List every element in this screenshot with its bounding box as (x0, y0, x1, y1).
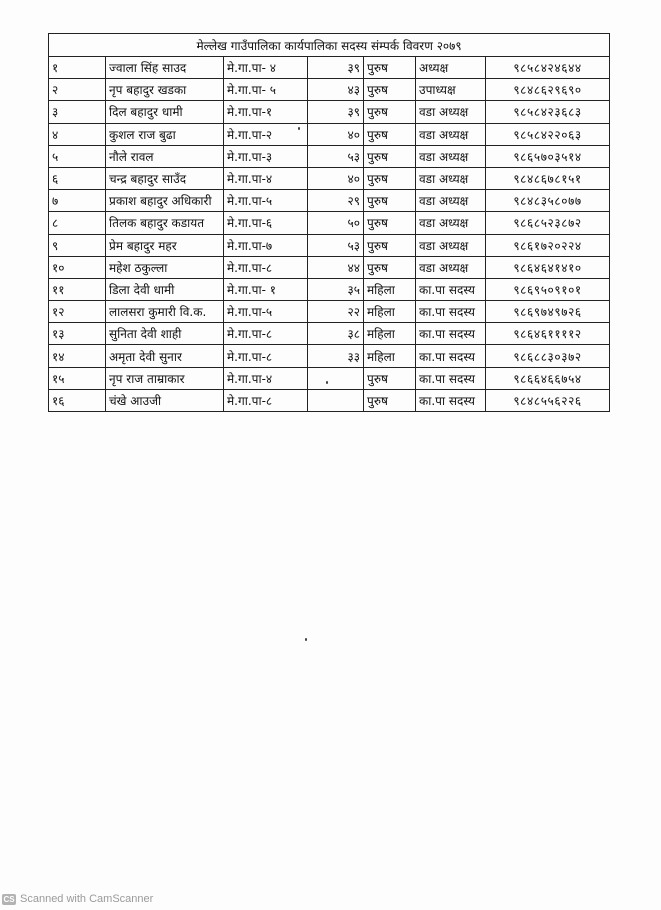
phone-cell: ९८६८५२३८७२ (486, 212, 610, 234)
gender-cell: पुरुष (364, 389, 416, 411)
age-cell: २२ (308, 301, 364, 323)
post-cell: वडा अध्यक्ष (416, 167, 486, 189)
ward-cell: मे.गा.पा-८ (224, 256, 308, 278)
member-name-cell: महेश ठकुल्ला (106, 256, 224, 278)
gender-cell: महिला (364, 301, 416, 323)
table-row (49, 323, 610, 345)
phone-cell: ९८६४६११११२ (486, 323, 610, 345)
phone-cell: ९८५८४२२०६३ (486, 123, 610, 145)
member-name-cell: प्रकाश बहादुर अधिकारी (106, 190, 224, 212)
serial-number-cell: १० (49, 256, 106, 278)
ward-cell: मे.गा.पा-८ (224, 345, 308, 367)
gender-cell: महिला (364, 345, 416, 367)
serial-number-cell: १५ (49, 367, 106, 389)
table-title: मेल्लेख गाउँपालिका कार्यपालिका सदस्य संम्पर्क विवरण २०७९ (49, 34, 610, 57)
ward-cell: मे.गा.पा-४ (224, 367, 308, 389)
ward-cell: मे.गा.पा-८ (224, 389, 308, 411)
serial-number-cell: १४ (49, 345, 106, 367)
gender-cell: पुरुष (364, 57, 416, 79)
phone-cell: ९८६९७४९७२६ (486, 301, 610, 323)
scan-speck (305, 638, 307, 641)
gender-cell: पुरुष (364, 145, 416, 167)
post-cell: वडा अध्यक्ष (416, 256, 486, 278)
serial-number-cell: ९ (49, 234, 106, 256)
age-cell: ४४ (308, 256, 364, 278)
gender-cell: पुरुष (364, 234, 416, 256)
table-row (49, 234, 610, 256)
serial-number-cell: ११ (49, 278, 106, 300)
phone-cell: ९८५८४२४६४४ (486, 57, 610, 79)
serial-number-cell: १६ (49, 389, 106, 411)
age-cell: २९ (308, 190, 364, 212)
age-cell: ३८ (308, 323, 364, 345)
serial-number-cell: ८ (49, 212, 106, 234)
table-title-row (49, 34, 610, 57)
post-cell: वडा अध्यक्ष (416, 234, 486, 256)
post-cell: अध्यक्ष (416, 57, 486, 79)
ward-cell: मे.गा.पा-३ (224, 145, 308, 167)
phone-cell: ९८६५७०३५१४ (486, 145, 610, 167)
table-row (49, 79, 610, 101)
gender-cell: पुरुष (364, 212, 416, 234)
scan-speck (298, 127, 300, 130)
table-row (49, 190, 610, 212)
serial-number-cell: १३ (49, 323, 106, 345)
gender-cell: पुरुष (364, 256, 416, 278)
ward-cell: मे.गा.पा-४ (224, 167, 308, 189)
watermark-text: Scanned with CamScanner (20, 893, 154, 905)
table-row (49, 123, 610, 145)
serial-number-cell: २ (49, 79, 106, 101)
post-cell: का.पा सदस्य (416, 345, 486, 367)
post-cell: का.पा सदस्य (416, 301, 486, 323)
gender-cell: पुरुष (364, 123, 416, 145)
gender-cell: पुरुष (364, 167, 416, 189)
member-name-cell: दिल बहादुर धामी (106, 101, 224, 123)
post-cell: का.पा सदस्य (416, 278, 486, 300)
phone-cell: ९८६६४६६७५४ (486, 367, 610, 389)
ward-cell: मे.गा.पा-६ (224, 212, 308, 234)
serial-number-cell: ४ (49, 123, 106, 145)
table-row (49, 167, 610, 189)
member-name-cell: नृप बहादुर खडका (106, 79, 224, 101)
post-cell: वडा अध्यक्ष (416, 101, 486, 123)
gender-cell: पुरुष (364, 79, 416, 101)
ward-cell: मे.गा.पा-५ (224, 301, 308, 323)
age-cell: ५३ (308, 234, 364, 256)
phone-cell: ९८६१७२०२२४ (486, 234, 610, 256)
member-name-cell: चन्द्र बहादुर साउँद (106, 167, 224, 189)
post-cell: का.पा सदस्य (416, 389, 486, 411)
table-row (49, 345, 610, 367)
phone-cell: ९८४८६७८१५१ (486, 167, 610, 189)
table-row (49, 256, 610, 278)
serial-number-cell: ६ (49, 167, 106, 189)
post-cell: वडा अध्यक्ष (416, 145, 486, 167)
member-name-cell: ज्वाला सिंह साउद (106, 57, 224, 79)
phone-cell: ९८४८५५६२२६ (486, 389, 610, 411)
post-cell: का.पा सदस्य (416, 367, 486, 389)
ward-cell: मे.गा.पा-८ (224, 323, 308, 345)
age-cell: ३९ (308, 57, 364, 79)
member-name-cell: नौले रावल (106, 145, 224, 167)
post-cell: उपाध्यक्ष (416, 79, 486, 101)
ward-cell: मे.गा.पा-२ (224, 123, 308, 145)
table-row (49, 389, 610, 411)
table-row (49, 145, 610, 167)
serial-number-cell: १२ (49, 301, 106, 323)
phone-cell: ९८६४६४१४१० (486, 256, 610, 278)
phone-cell: ९८५८४२३६८३ (486, 101, 610, 123)
post-cell: का.पा सदस्य (416, 323, 486, 345)
member-name-cell: अमृता देवी सुनार (106, 345, 224, 367)
member-name-cell: चंखे आउजी (106, 389, 224, 411)
age-cell: ४० (308, 167, 364, 189)
ward-cell: मे.गा.पा-१ (224, 101, 308, 123)
member-name-cell: सुनिता देवी शाही (106, 323, 224, 345)
ward-cell: मे.गा.पा- १ (224, 278, 308, 300)
gender-cell: पुरुष (364, 190, 416, 212)
member-name-cell: प्रेम बहादुर महर (106, 234, 224, 256)
serial-number-cell: ५ (49, 145, 106, 167)
post-cell: वडा अध्यक्ष (416, 123, 486, 145)
age-cell (308, 389, 364, 411)
camscanner-logo-icon: CS (3, 894, 15, 904)
ward-cell: मे.गा.पा- ५ (224, 79, 308, 101)
table-row (49, 301, 610, 323)
table-row (49, 278, 610, 300)
table-row (49, 57, 610, 79)
phone-cell: ९८४८३५८०७७ (486, 190, 610, 212)
table-row (49, 212, 610, 234)
gender-cell: महिला (364, 278, 416, 300)
gender-cell: पुरुष (364, 101, 416, 123)
age-cell (308, 367, 364, 389)
age-cell: ३९ (308, 101, 364, 123)
member-name-cell: डिला देवी धामी (106, 278, 224, 300)
scan-speck (326, 381, 328, 384)
post-cell: वडा अध्यक्ष (416, 190, 486, 212)
post-cell: वडा अध्यक्ष (416, 212, 486, 234)
age-cell: ३५ (308, 278, 364, 300)
phone-cell: ९८६९५०९१०१ (486, 278, 610, 300)
gender-cell: पुरुष (364, 367, 416, 389)
member-name-cell: तिलक बहादुर कडायत (106, 212, 224, 234)
phone-cell: ९८६८८३०३७२ (486, 345, 610, 367)
member-name-cell: नृप राज ताम्राकार (106, 367, 224, 389)
table-row (49, 367, 610, 389)
scanner-watermark (2, 893, 153, 905)
member-name-cell: लालसरा कुमारी वि.क. (106, 301, 224, 323)
serial-number-cell: १ (49, 57, 106, 79)
ward-cell: मे.गा.पा-७ (224, 234, 308, 256)
age-cell: ५० (308, 212, 364, 234)
age-cell: ४० (308, 123, 364, 145)
ward-cell: मे.गा.पा-५ (224, 190, 308, 212)
gender-cell: महिला (364, 323, 416, 345)
member-contact-table (48, 33, 610, 412)
member-name-cell: कुशल राज बुढा (106, 123, 224, 145)
table-row (49, 101, 610, 123)
phone-cell: ९८४८६२९६९० (486, 79, 610, 101)
serial-number-cell: ३ (49, 101, 106, 123)
ward-cell: मे.गा.पा- ४ (224, 57, 308, 79)
age-cell: ४३ (308, 79, 364, 101)
age-cell: ५३ (308, 145, 364, 167)
age-cell: ३३ (308, 345, 364, 367)
serial-number-cell: ७ (49, 190, 106, 212)
